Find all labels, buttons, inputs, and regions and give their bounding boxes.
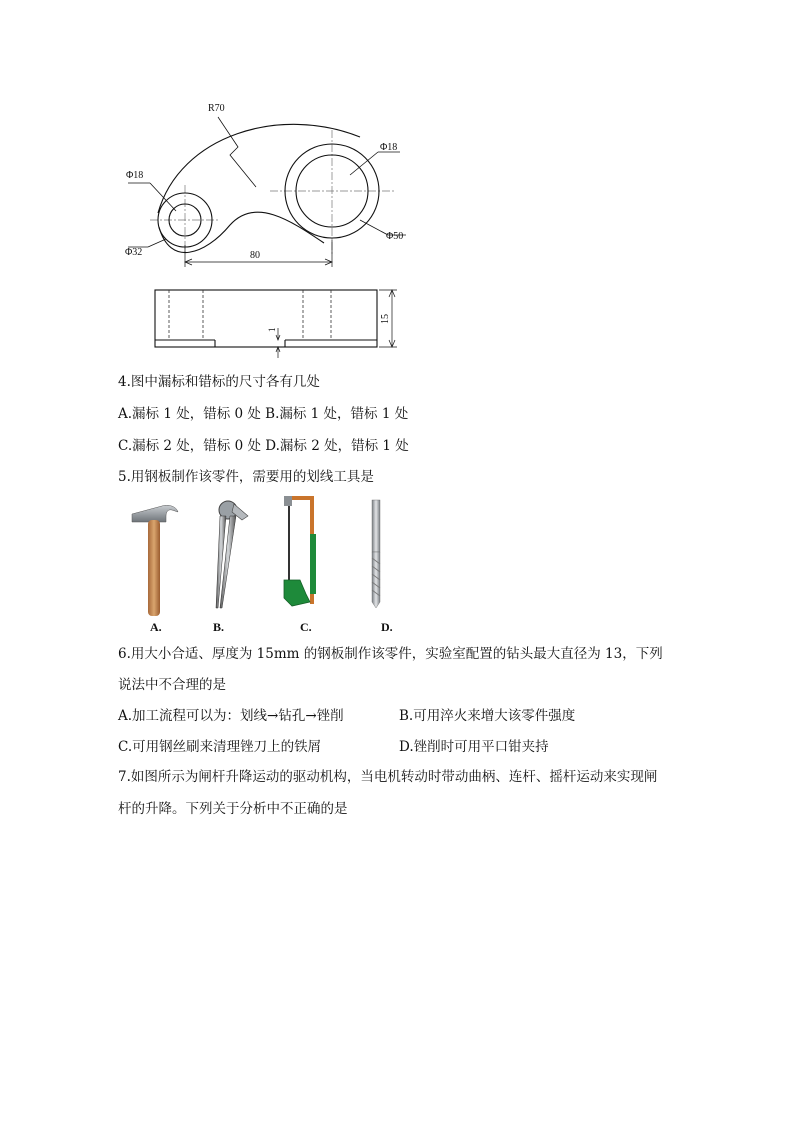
question-4-stem: 4.图中漏标和错标的尺寸各有几处 [118, 374, 320, 390]
option-c-label: C. [300, 620, 312, 634]
option-d-label: D. [381, 620, 393, 634]
label-phi32: Φ32 [125, 247, 143, 258]
drill-bit-icon [366, 498, 386, 610]
label-r70: R70 [208, 103, 225, 114]
question-6-stem-line1: 6.用大小合适、厚度为 15mm 的钢板制作该零件，实验室配置的钻头最大直径为 13，下列 [118, 646, 663, 662]
label-dim80: 80 [250, 250, 260, 261]
question-7-stem-line1: 7.如图所示为闸杆升降运动的驱动机构，当电机转动时带动曲柄、连杆、摇杆运动来实现闸 [118, 769, 658, 785]
part-top-view-drawing [110, 95, 420, 275]
question-6-option-d: D.锉削时可用平口钳夹持 [399, 739, 549, 755]
hacksaw-icon [280, 494, 322, 612]
question-4-options-ab: A.漏标 1 处，错标 0 处 B.漏标 1 处，错标 1 处 [118, 406, 409, 422]
question-6-option-a: A.加工流程可以为：划线→钻孔→锉削 [118, 708, 344, 724]
part-front-view-drawing [145, 280, 405, 365]
label-phi18-left: Φ18 [126, 170, 144, 181]
option-a-label: A. [150, 620, 162, 634]
option-b-label: B. [213, 620, 225, 634]
label-phi18-right: Φ18 [380, 142, 398, 153]
label-dim1: 1 [267, 327, 277, 332]
hammer-icon [128, 500, 180, 618]
label-dim15: 15 [380, 314, 391, 324]
scriber-tool-icon [204, 498, 252, 612]
question-6-option-b: B.可用淬火来增大该零件强度 [399, 708, 576, 724]
question-6-option-c: C.可用钢丝刷来清理锉刀上的铁屑 [118, 739, 322, 755]
question-5-stem: 5.用钢板制作该零件，需要用的划线工具是 [118, 469, 374, 485]
question-7-stem-line2: 杆的升降。下列关于分析中不正确的是 [118, 801, 348, 817]
question-4-options-cd: C.漏标 2 处，错标 0 处 D.漏标 2 处，错标 1 处 [118, 438, 409, 454]
question-6-stem-line2: 说法中不合理的是 [118, 677, 226, 693]
label-phi50: Φ50 [386, 231, 404, 242]
